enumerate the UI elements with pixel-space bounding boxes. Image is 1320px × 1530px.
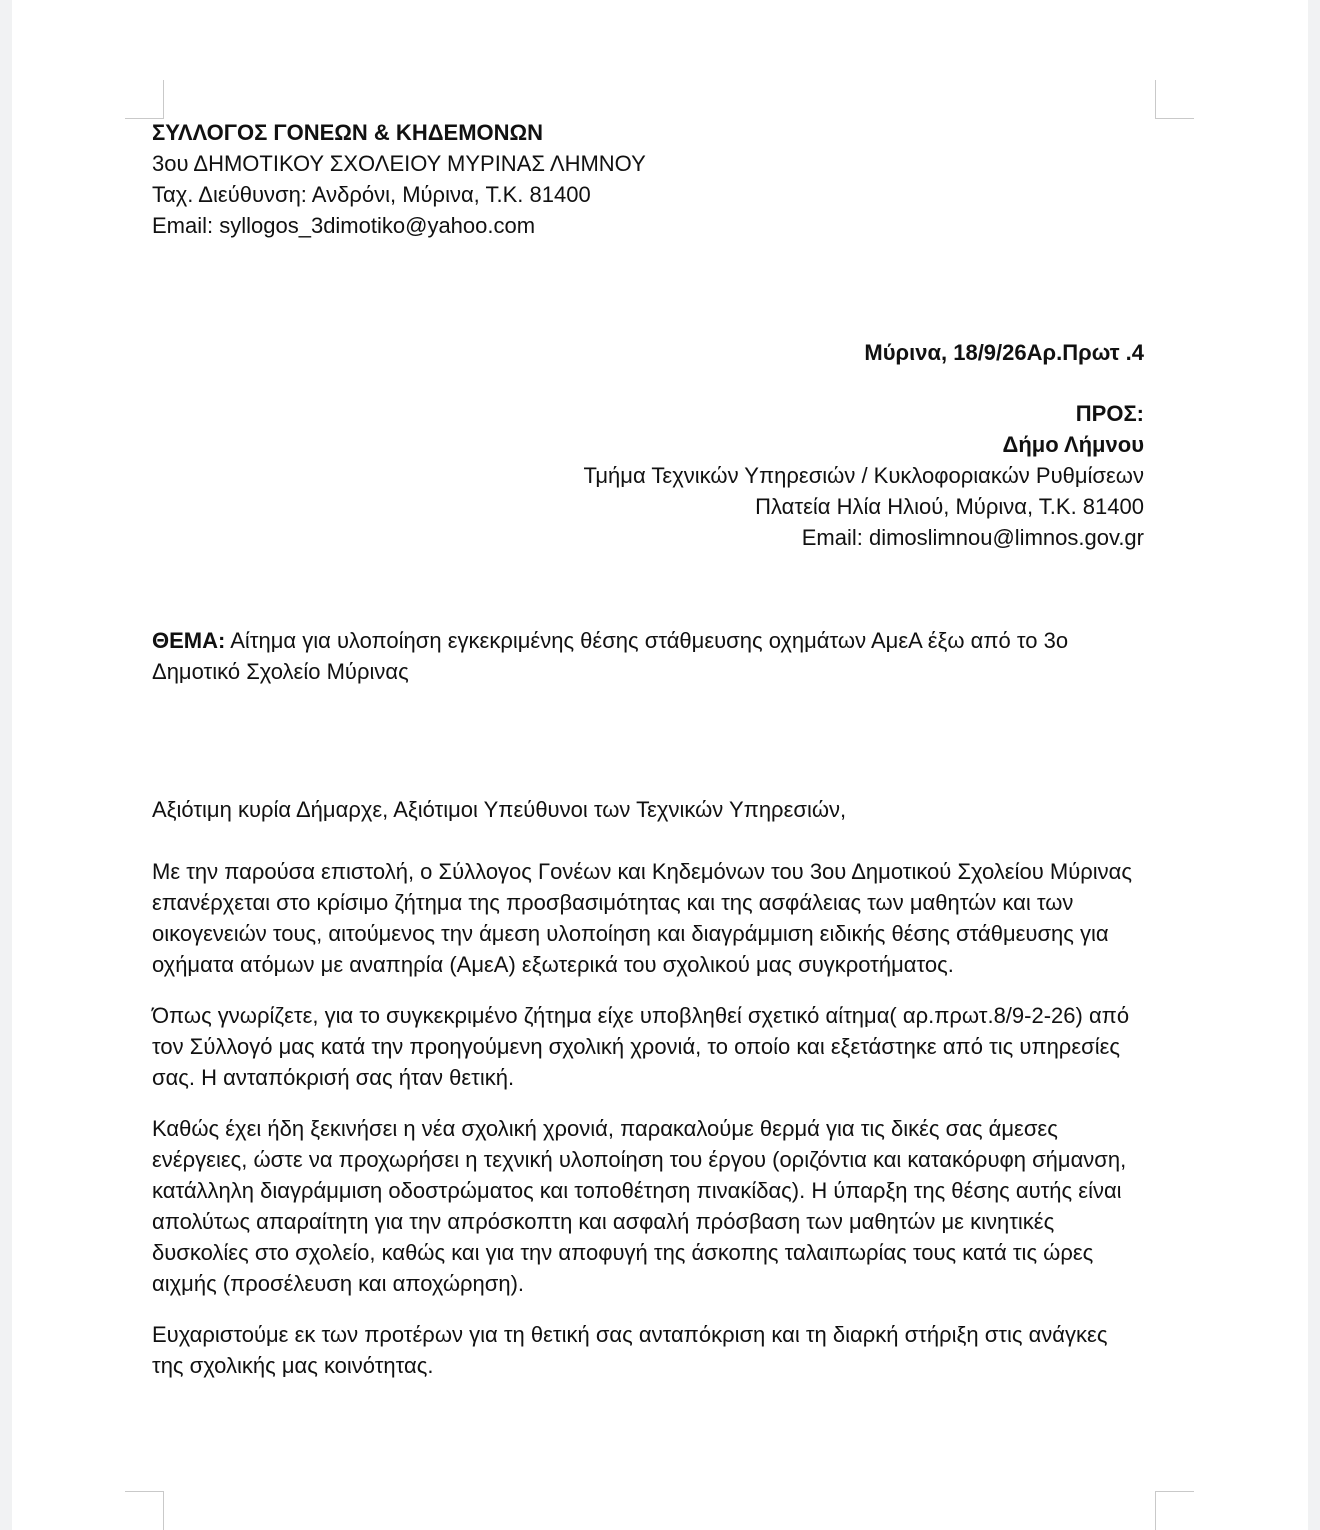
subject-label: ΘΕΜΑ:	[152, 628, 226, 653]
sender-address: Ταχ. Διεύθυνση: Ανδρόνι, Μύρινα, Τ.Κ. 81400	[152, 182, 591, 207]
recipient-email: Email: dimoslimnou@limnos.gov.gr	[801, 525, 1144, 550]
crop-mark-top-right	[1155, 80, 1194, 119]
letter-body	[152, 117, 1144, 1381]
greeting	[152, 794, 1144, 825]
body-paragraph-4: Ευχαριστούμε εκ των προτέρων για τη θετική σας ανταπόκριση και τη διαρκή στήριξη στις ανάγκες της σχολικής μας κοινότητας.	[152, 1322, 1108, 1378]
subject-block	[152, 625, 1144, 687]
sender-school: 3ου ΔΗΜΟΤΙΚΟΥ ΣΧΟΛΕΙΟΥ ΜΥΡΙΝΑΣ ΛΗΜΝΟΥ	[152, 151, 646, 176]
recipient-block	[152, 398, 1144, 553]
recipient-name: Δήμο Λήμνου	[1002, 432, 1144, 457]
recipient-department: Τμήμα Τεχνικών Υπηρεσιών / Κυκλοφοριακών Ρυθμίσεων	[583, 463, 1144, 488]
date-block	[152, 337, 1144, 368]
recipient-address: Πλατεία Ηλία Ηλιού, Μύρινα, Τ.Κ. 81400	[755, 494, 1144, 519]
body-paragraph-3: Καθώς έχει ήδη ξεκινήσει η νέα σχολική χρονιά, παρακαλούμε θερμά για τις δικές σας άμεσες ενέργειες, ώστε να προχωρήσει η τεχνική υλοποίηση του έργου (οριζόντια και κατακόρυφη σήμανση, κατάλληλη διαγράμμιση οδοστρώματος και τοποθέτηση πινακίδας). Η ύπαρξη της θέσης αυτής είναι απολύτως απαραίτητη για την απρόσκοπτη και ασφαλή πρόσβαση των μαθητών με κινητικές δυσκολίες στο σχολείο, καθώς και για την αποφυγή της άσκοπης ταλαιπωρίας τους κατά τις ώρες αιχμής (προσέλευση και αποχώρηση).	[152, 1116, 1127, 1296]
subject-text: Αίτημα για υλοποίηση εγκεκριμένης θέσης στάθμευσης οχημάτων ΑμεΑ έξω από το 3ο Δημοτικό Σχολείο Μύρινας	[152, 628, 1069, 684]
crop-mark-bottom-left	[125, 1491, 164, 1530]
sender-email: Email: syllogos_3dimotiko@yahoo.com	[152, 213, 536, 238]
body-paragraph-2: Όπως γνωρίζετε, για το συγκεκριμένο ζήτημα είχε υποβληθεί σχετικό αίτημα( αρ.πρωτ.8/9-2-26) από τον Σύλλογό μας κατά την προηγούμενη σχολική χρονιά, το οποίο και εξετάστηκε από τις υπηρεσίες σας. Η ανταπόκρισή σας ήταν θετική.	[152, 1003, 1130, 1090]
recipient-to-label: ΠΡΟΣ:	[1075, 401, 1144, 426]
greeting-text: Αξιότιμη κυρία Δήμαρχε, Αξιότιμοι Υπεύθυνοι των Τεχνικών Υπηρεσιών,	[152, 797, 847, 822]
sender-name: ΣΥΛΛΟΓΟΣ ΓΟΝΕΩΝ & ΚΗΔΕΜΟΝΩΝ	[152, 120, 544, 145]
body-paragraph-1: Με την παρούσα επιστολή, ο Σύλλογος Γονέων και Κηδεμόνων του 3ου Δημοτικού Σχολείου Μύρινας επανέρχεται στο κρίσιμο ζήτημα της προσβασιμότητας και της ασφάλειας των μαθητών και των οικογενειών τους, αιτούμενος την άμεση υλοποίηση και διαγράμμιση ειδικής θέσης στάθμευσης για οχήματα ατόμων με αναπηρία (ΑμεΑ) εξωτερικά του σχολικού μας συγκροτήματος.	[152, 859, 1132, 977]
sender-block	[152, 117, 1144, 241]
date-protocol-line: Μύρινα, 18/9/26Αρ.Πρωτ .4	[864, 340, 1144, 365]
crop-mark-bottom-right	[1155, 1491, 1194, 1530]
crop-mark-top-left	[125, 80, 164, 119]
